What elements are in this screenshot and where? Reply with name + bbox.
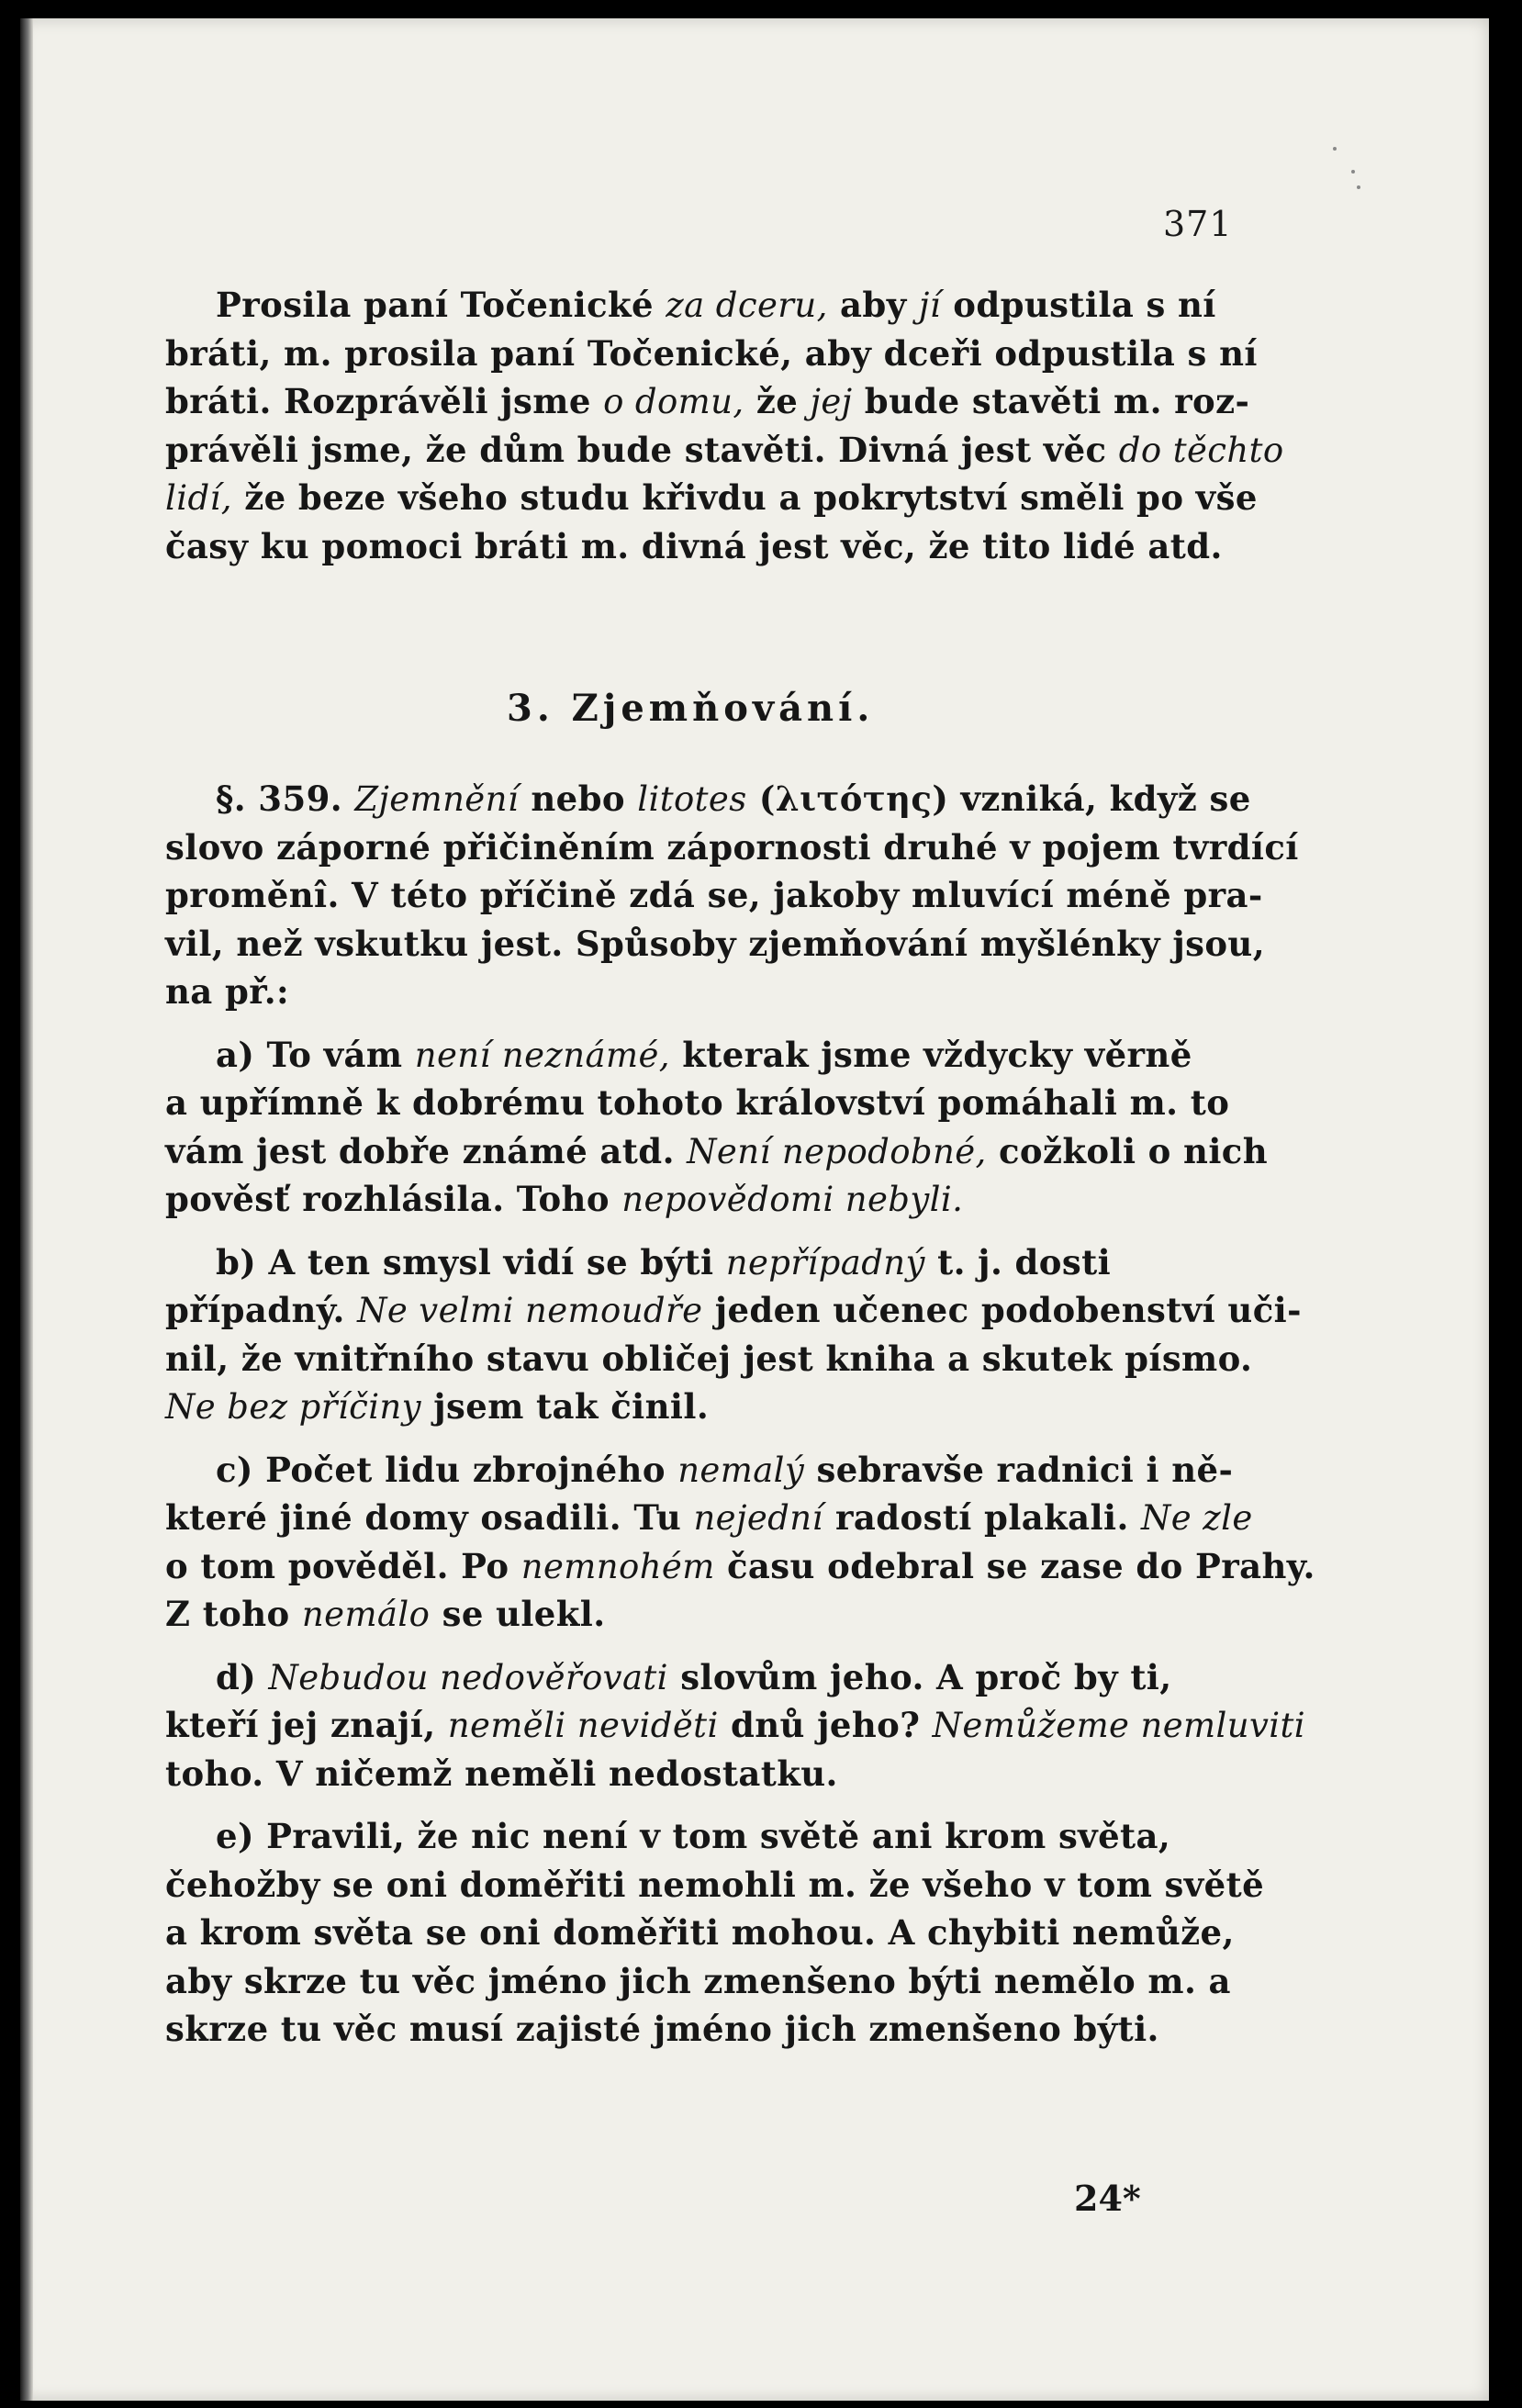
text-line: toho. V ničemž neměli nedostatku. xyxy=(165,1753,838,1794)
speck xyxy=(1333,147,1337,151)
text-line: nil, že vnitřního stavu obličej jest kniha a skutek písmo. xyxy=(165,1338,1253,1379)
speck xyxy=(1351,170,1355,174)
text-line: a) To vám není neznámé, kterak jsme vždycky věrně xyxy=(216,1034,1192,1075)
text-line: čehožby se oni doměřiti nemohli m. že všeho v tom světě xyxy=(165,1864,1265,1905)
text-line: na př.: xyxy=(165,971,290,1012)
text-line: bráti. Rozprávěli jsme o domu, že jej bude stavěti m. roz- xyxy=(165,381,1250,421)
text-line: vám jest dobře známé atd. Není nepodobné, cožkoli o nich xyxy=(165,1130,1269,1171)
text-line: aby skrze tu věc jméno jich zmenšeno býti nemělo m. a xyxy=(165,1960,1231,2001)
text-line: slovo záporné přičiněním zápornosti druhé v pojem tvrdící xyxy=(165,826,1299,868)
text-line: Z toho nemálo se ulekl. xyxy=(165,1594,606,1634)
text-line: proměnî. V této příčině zdá se, jakoby mluvící méně pra- xyxy=(165,875,1263,915)
section-heading: 3. Zjemňování. xyxy=(507,687,875,730)
text-line: a krom světa se oni doměřiti mohou. A chybiti nemůže, xyxy=(165,1912,1235,1953)
text-line: o tom pověděl. Po nemnohém času odebral se zase do Prahy. xyxy=(165,1545,1315,1586)
text-line: lidí, že beze všeho studu křivdu a pokrytství směli po vše xyxy=(165,477,1258,518)
text-line: právěli jsme, že dům bude stavěti. Divná jest věc do těchto xyxy=(165,429,1284,470)
text-line: kteří jej znají, neměli neviděti dnů jeho? Nemůžeme nemluviti xyxy=(165,1705,1306,1745)
text-line: časy ku pomoci bráti m. divná jest věc, že tito lidé atd. xyxy=(165,525,1223,566)
text-line: které jiné domy osadili. Tu nejední radostí plakali. Ne zle xyxy=(165,1497,1253,1538)
sheet-signature: 24* xyxy=(1074,2178,1141,2219)
text-line: e) Pravili, že nic není v tom světě ani krom světa, xyxy=(216,1816,1171,1856)
book-page xyxy=(20,18,1489,2401)
text-line: vil, než vskutku jest. Spůsoby zjemňování myšlénky jsou, xyxy=(165,923,1265,964)
text-line: a upřímně k dobrému tohoto království pomáhali m. to xyxy=(165,1082,1230,1123)
text-line: bráti, m. prosila paní Točenické, aby dceři odpustila s ní xyxy=(165,332,1258,374)
speck xyxy=(1357,185,1360,189)
text-line: c) Počet lidu zbrojného nemalý sebravše radnici i ně- xyxy=(216,1449,1234,1490)
text-line: d) Nebudou nedověřovati slovům jeho. A proč by ti, xyxy=(216,1656,1172,1697)
page-edge xyxy=(20,18,33,2401)
text-line: skrze tu věc musí zajisté jméno jich zmenšeno býti. xyxy=(165,2009,1159,2049)
text-line: §. 359. Zjemnění nebo litotes (λιτότης) vzniká, když se xyxy=(216,778,1251,819)
text-line: Prosila paní Točenické za dceru, aby jí odpustila s ní xyxy=(216,285,1216,325)
text-line: případný. Ne velmi nemoudře jeden učenec podobenství uči- xyxy=(165,1290,1302,1330)
text-line: b) A ten smysl vidí se býti nepřípadný t. j. dosti xyxy=(216,1241,1112,1282)
page-number: 371 xyxy=(1163,204,1233,244)
text-line: pověsť rozhlásila. Toho nepovědomi nebyli. xyxy=(165,1179,964,1219)
text-line: Ne bez příčiny jsem tak činil. xyxy=(165,1386,710,1427)
